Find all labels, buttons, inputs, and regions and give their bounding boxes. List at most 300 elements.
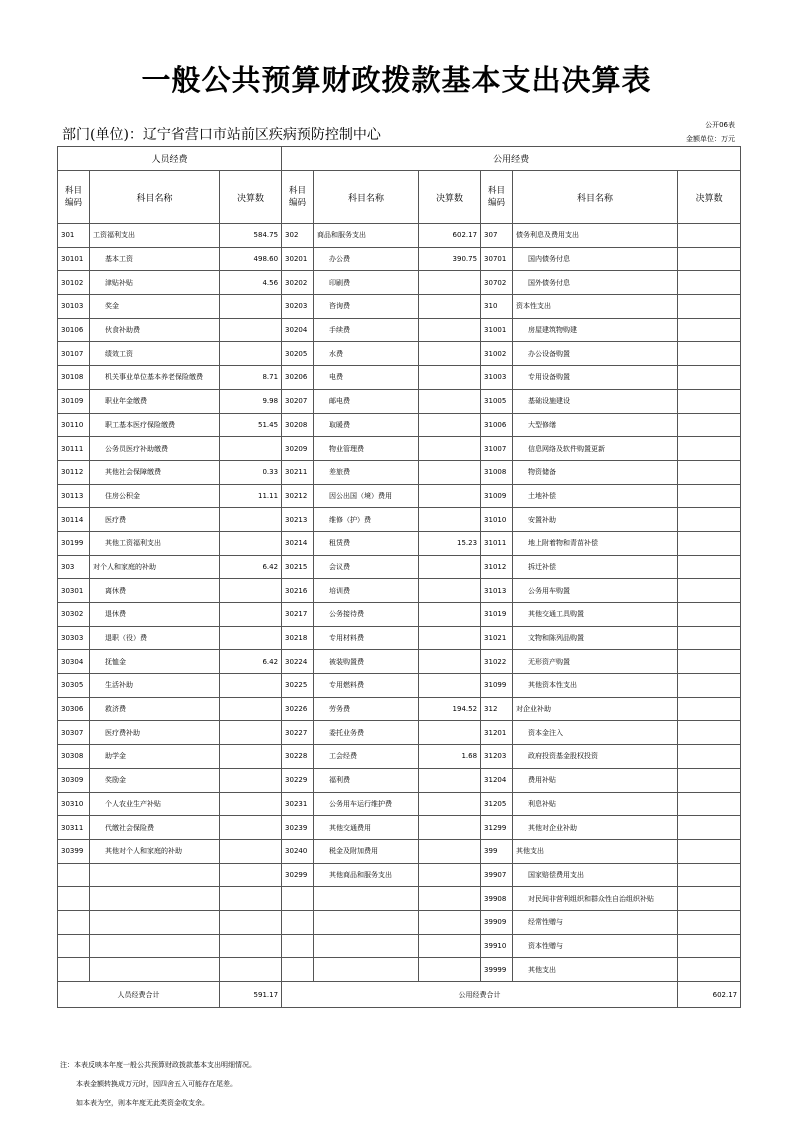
subject-name-cell: 被装购置费: [314, 650, 419, 674]
subject-code-cell: 31204: [481, 768, 513, 792]
amount-cell: [678, 626, 741, 650]
subject-name-cell: 委托业务费: [314, 721, 419, 745]
subject-name-cell: [90, 887, 220, 911]
table-row: [58, 674, 741, 698]
table-row: [58, 650, 741, 674]
col-header-code: 科目 编码: [481, 171, 513, 224]
amount-cell: [419, 816, 481, 840]
amount-cell: [678, 910, 741, 934]
amount-cell: [419, 721, 481, 745]
table-row: [58, 768, 741, 792]
amount-cell: [419, 318, 481, 342]
personnel-total-value: 591.17: [220, 982, 282, 1008]
subject-name-cell: 机关事业单位基本养老保险缴费: [90, 366, 220, 390]
subject-name-cell: 救济费: [90, 697, 220, 721]
subject-name-cell: 其他资本性支出: [513, 674, 678, 698]
amount-cell: 1.68: [419, 745, 481, 769]
subject-code-cell: 31002: [481, 342, 513, 366]
subject-code-cell: 30109: [58, 389, 90, 413]
col-header-name: 科目名称: [513, 171, 678, 224]
amount-cell: [678, 460, 741, 484]
subject-code-cell: 312: [481, 697, 513, 721]
subject-name-cell: 文物和陈列品购置: [513, 626, 678, 650]
subject-code-cell: 30308: [58, 745, 90, 769]
subject-code-cell: 30229: [282, 768, 314, 792]
subject-code-cell: 307: [481, 224, 513, 248]
subject-name-cell: 差旅费: [314, 460, 419, 484]
table-row: [58, 531, 741, 555]
subject-name-cell: 国内债务付息: [513, 247, 678, 271]
subject-code-cell: 30201: [282, 247, 314, 271]
table-row: [58, 579, 741, 603]
subject-name-cell: 绩效工资: [90, 342, 220, 366]
form-number: 公开06表: [705, 121, 735, 129]
amount-cell: [419, 460, 481, 484]
amount-cell: [419, 271, 481, 295]
subject-name-cell: 维修（护）费: [314, 508, 419, 532]
amount-cell: [678, 674, 741, 698]
amount-cell: [419, 579, 481, 603]
subject-name-cell: 办公费: [314, 247, 419, 271]
table-row: [58, 910, 741, 934]
subject-name-cell: 信息网络及软件购置更新: [513, 437, 678, 461]
subject-name-cell: 因公出国（境）费用: [314, 484, 419, 508]
amount-cell: [220, 887, 282, 911]
amount-cell: 15.23: [419, 531, 481, 555]
subject-code-cell: 30303: [58, 626, 90, 650]
amount-cell: [678, 295, 741, 319]
subject-name-cell: 伙食补助费: [90, 318, 220, 342]
subject-name-cell: 其他社会保障缴费: [90, 460, 220, 484]
amount-cell: 4.56: [220, 271, 282, 295]
subject-code-cell: 30215: [282, 555, 314, 579]
table-row: [58, 342, 741, 366]
subject-code-cell: 39908: [481, 887, 513, 911]
subject-name-cell: 地上附着物和青苗补偿: [513, 531, 678, 555]
subject-name-cell: 其他商品和服务支出: [314, 863, 419, 887]
subject-code-cell: 30228: [282, 745, 314, 769]
subject-name-cell: 住房公积金: [90, 484, 220, 508]
amount-cell: 11.11: [220, 484, 282, 508]
subject-code-cell: 30227: [282, 721, 314, 745]
amount-cell: [220, 816, 282, 840]
subject-name-cell: [314, 934, 419, 958]
subject-code-cell: 30702: [481, 271, 513, 295]
group-header-public: 公用经费: [282, 147, 741, 171]
amount-cell: [419, 650, 481, 674]
subject-name-cell: 国外债务付息: [513, 271, 678, 295]
amount-cell: [419, 366, 481, 390]
subject-name-cell: 其他对个人和家庭的补助: [90, 839, 220, 863]
subject-name-cell: 安置补助: [513, 508, 678, 532]
table-row: [58, 389, 741, 413]
subject-code-cell: 30309: [58, 768, 90, 792]
subject-code-cell: 39910: [481, 934, 513, 958]
col-header-code: 科目 编码: [58, 171, 90, 224]
table-row: [58, 366, 741, 390]
subject-code-cell: 30225: [282, 674, 314, 698]
subject-code-cell: 39909: [481, 910, 513, 934]
subject-code-cell: 31009: [481, 484, 513, 508]
amount-cell: [678, 342, 741, 366]
amount-cell: [678, 745, 741, 769]
subject-name-cell: 职工基本医疗保险缴费: [90, 413, 220, 437]
amount-cell: [220, 958, 282, 982]
amount-cell: 498.60: [220, 247, 282, 271]
subject-code-cell: 31022: [481, 650, 513, 674]
subject-code-cell: 31003: [481, 366, 513, 390]
amount-cell: [678, 437, 741, 461]
subject-name-cell: 培训费: [314, 579, 419, 603]
subject-name-cell: 资本性赠与: [513, 934, 678, 958]
amount-cell: [678, 555, 741, 579]
table-row: [58, 224, 741, 248]
public-total-value: 602.17: [678, 982, 741, 1008]
table-row: [58, 603, 741, 627]
amount-cell: [678, 816, 741, 840]
subject-code-cell: 30212: [282, 484, 314, 508]
subject-name-cell: 专用材料费: [314, 626, 419, 650]
subject-name-cell: 债务利息及费用支出: [513, 224, 678, 248]
table-row: [58, 247, 741, 271]
subject-name-cell: 咨询费: [314, 295, 419, 319]
subject-name-cell: 政府投资基金股权投资: [513, 745, 678, 769]
subject-code-cell: 30240: [282, 839, 314, 863]
amount-cell: [220, 342, 282, 366]
amount-cell: [419, 603, 481, 627]
subject-code-cell: 31019: [481, 603, 513, 627]
subject-name-cell: 利息补贴: [513, 792, 678, 816]
subject-code-cell: 30217: [282, 603, 314, 627]
subject-code-cell: 30214: [282, 531, 314, 555]
subject-name-cell: 印刷费: [314, 271, 419, 295]
subject-code-cell: 30108: [58, 366, 90, 390]
group-header-personnel: 人员经费: [58, 147, 282, 171]
amount-cell: [678, 579, 741, 603]
amount-cell: [678, 934, 741, 958]
subject-name-cell: 公务用车购置: [513, 579, 678, 603]
subject-code-cell: 30216: [282, 579, 314, 603]
subject-name-cell: 福利费: [314, 768, 419, 792]
subject-name-cell: 津贴补贴: [90, 271, 220, 295]
table-row: [58, 792, 741, 816]
subject-code-cell: 31007: [481, 437, 513, 461]
subject-code-cell: 31010: [481, 508, 513, 532]
subject-code-cell: 30208: [282, 413, 314, 437]
table-row: [58, 958, 741, 982]
public-total-label: 公用经费合计: [282, 982, 678, 1008]
subject-name-cell: 手续费: [314, 318, 419, 342]
personnel-total-label: 人员经费合计: [58, 982, 220, 1008]
subject-code-cell: 31011: [481, 531, 513, 555]
table-row: [58, 271, 741, 295]
subject-name-cell: 退休费: [90, 603, 220, 627]
amount-cell: [419, 674, 481, 698]
subject-name-cell: 其他交通工具购置: [513, 603, 678, 627]
subject-code-cell: 30199: [58, 531, 90, 555]
amount-cell: [678, 650, 741, 674]
subject-code-cell: 30311: [58, 816, 90, 840]
subject-name-cell: [90, 958, 220, 982]
subject-code-cell: 31299: [481, 816, 513, 840]
subject-name-cell: 物业管理费: [314, 437, 419, 461]
amount-cell: [220, 721, 282, 745]
subject-code-cell: 30218: [282, 626, 314, 650]
subject-name-cell: 办公设备购置: [513, 342, 678, 366]
subject-code-cell: 30202: [282, 271, 314, 295]
subject-code-cell: 30213: [282, 508, 314, 532]
subject-name-cell: 商品和服务支出: [314, 224, 419, 248]
table-row: [58, 839, 741, 863]
subject-code-cell: 303: [58, 555, 90, 579]
subject-name-cell: 其他工资福利支出: [90, 531, 220, 555]
subject-code-cell: 39907: [481, 863, 513, 887]
subject-code-cell: [282, 910, 314, 934]
subject-name-cell: 工资福利支出: [90, 224, 220, 248]
amount-cell: [678, 389, 741, 413]
subject-code-cell: 31099: [481, 674, 513, 698]
subject-code-cell: 39999: [481, 958, 513, 982]
amount-cell: [220, 508, 282, 532]
amount-cell: [678, 484, 741, 508]
amount-cell: 390.75: [419, 247, 481, 271]
subject-code-cell: 30399: [58, 839, 90, 863]
subject-name-cell: 劳务费: [314, 697, 419, 721]
subject-code-cell: 30310: [58, 792, 90, 816]
table-row: [58, 437, 741, 461]
subject-code-cell: 31008: [481, 460, 513, 484]
subject-code-cell: 302: [282, 224, 314, 248]
subject-code-cell: 31201: [481, 721, 513, 745]
amount-cell: [419, 839, 481, 863]
table-row: [58, 934, 741, 958]
table-row: [58, 413, 741, 437]
subject-name-cell: 医疗费补助: [90, 721, 220, 745]
subject-name-cell: 邮电费: [314, 389, 419, 413]
subject-name-cell: 其他支出: [513, 839, 678, 863]
subject-name-cell: [90, 863, 220, 887]
subject-name-cell: 个人农业生产补贴: [90, 792, 220, 816]
subject-name-cell: 其他对企业补助: [513, 816, 678, 840]
amount-cell: [678, 721, 741, 745]
subject-name-cell: 对企业补助: [513, 697, 678, 721]
subject-name-cell: 专用燃料费: [314, 674, 419, 698]
table-row: [58, 863, 741, 887]
table-row: [58, 508, 741, 532]
subject-name-cell: 公务用车运行维护费: [314, 792, 419, 816]
amount-cell: [220, 579, 282, 603]
subject-name-cell: 对民间非营利组织和群众性自治组织补贴: [513, 887, 678, 911]
subject-name-cell: 公务接待费: [314, 603, 419, 627]
subject-code-cell: 30231: [282, 792, 314, 816]
subject-name-cell: 基本工资: [90, 247, 220, 271]
amount-cell: [220, 697, 282, 721]
subject-name-cell: 助学金: [90, 745, 220, 769]
amount-cell: [678, 508, 741, 532]
col-header-name: 科目名称: [90, 171, 220, 224]
subject-code-cell: [282, 887, 314, 911]
subject-name-cell: 资本金注入: [513, 721, 678, 745]
amount-cell: [678, 413, 741, 437]
amount-cell: [220, 674, 282, 698]
amount-cell: [419, 863, 481, 887]
amount-cell: [220, 745, 282, 769]
amount-cell: [419, 910, 481, 934]
subject-code-cell: [58, 958, 90, 982]
table-row: [58, 887, 741, 911]
amount-cell: [220, 839, 282, 863]
subject-name-cell: 物资储备: [513, 460, 678, 484]
table-row: [58, 626, 741, 650]
amount-cell: 602.17: [419, 224, 481, 248]
col-header-name: 科目名称: [314, 171, 419, 224]
subject-name-cell: 奖金: [90, 295, 220, 319]
subject-code-cell: 30110: [58, 413, 90, 437]
col-header-amount: 决算数: [419, 171, 481, 224]
amount-cell: 8.71: [220, 366, 282, 390]
subject-name-cell: 其他交通费用: [314, 816, 419, 840]
subject-name-cell: 费用补贴: [513, 768, 678, 792]
subject-name-cell: 拆迁补偿: [513, 555, 678, 579]
subject-name-cell: 租赁费: [314, 531, 419, 555]
subject-code-cell: 31012: [481, 555, 513, 579]
subject-name-cell: 退职（役）费: [90, 626, 220, 650]
subject-code-cell: 30224: [282, 650, 314, 674]
subject-code-cell: [282, 934, 314, 958]
subject-code-cell: 30211: [282, 460, 314, 484]
subject-name-cell: 职业年金缴费: [90, 389, 220, 413]
amount-cell: [678, 224, 741, 248]
subject-code-cell: [58, 887, 90, 911]
subject-code-cell: 30206: [282, 366, 314, 390]
amount-cell: [678, 887, 741, 911]
amount-cell: [220, 768, 282, 792]
subject-code-cell: [58, 863, 90, 887]
subject-name-cell: [314, 958, 419, 982]
subject-name-cell: 会议费: [314, 555, 419, 579]
amount-cell: 0.33: [220, 460, 282, 484]
subject-name-cell: 医疗费: [90, 508, 220, 532]
amount-cell: 9.98: [220, 389, 282, 413]
amount-cell: [419, 958, 481, 982]
amount-cell: [678, 792, 741, 816]
subject-code-cell: 30114: [58, 508, 90, 532]
subject-name-cell: 离休费: [90, 579, 220, 603]
col-header-amount: 决算数: [678, 171, 741, 224]
amount-cell: [220, 531, 282, 555]
table-row: [58, 745, 741, 769]
amount-cell: [678, 366, 741, 390]
footnote: 如本表为空，则本年度无此类资金收支余。: [76, 1099, 209, 1107]
footnotes: [60, 1056, 256, 1113]
subject-code-cell: 301: [58, 224, 90, 248]
amount-cell: [678, 318, 741, 342]
amount-cell: 584.75: [220, 224, 282, 248]
col-header-code: 科目 编码: [282, 171, 314, 224]
amount-cell: 6.42: [220, 650, 282, 674]
subject-name-cell: 工会经费: [314, 745, 419, 769]
amount-cell: [220, 863, 282, 887]
expenditure-table: [57, 146, 741, 1008]
amount-unit: 金额单位：万元: [686, 135, 735, 143]
subject-name-cell: 专用设备购置: [513, 366, 678, 390]
subject-code-cell: 30701: [481, 247, 513, 271]
subject-code-cell: [282, 958, 314, 982]
amount-cell: [419, 484, 481, 508]
subject-name-cell: 房屋建筑物购建: [513, 318, 678, 342]
amount-cell: [419, 626, 481, 650]
subject-name-cell: 大型修缮: [513, 413, 678, 437]
subject-code-cell: 30203: [282, 295, 314, 319]
subject-code-cell: 399: [481, 839, 513, 863]
subject-code-cell: 31013: [481, 579, 513, 603]
amount-cell: [678, 697, 741, 721]
subject-name-cell: 取暖费: [314, 413, 419, 437]
subject-code-cell: 30111: [58, 437, 90, 461]
subject-code-cell: 30113: [58, 484, 90, 508]
subject-code-cell: 30106: [58, 318, 90, 342]
subject-name-cell: 水费: [314, 342, 419, 366]
amount-cell: [419, 437, 481, 461]
subject-code-cell: 31001: [481, 318, 513, 342]
table-row: [58, 721, 741, 745]
subject-code-cell: 31203: [481, 745, 513, 769]
subject-name-cell: 经常性赠与: [513, 910, 678, 934]
amount-cell: [678, 247, 741, 271]
amount-cell: [220, 910, 282, 934]
subject-code-cell: 30239: [282, 816, 314, 840]
subject-name-cell: 国家赔偿费用支出: [513, 863, 678, 887]
subject-code-cell: 30112: [58, 460, 90, 484]
subject-name-cell: [90, 910, 220, 934]
amount-cell: 6.42: [220, 555, 282, 579]
subject-name-cell: 公务员医疗补助缴费: [90, 437, 220, 461]
subject-code-cell: 31006: [481, 413, 513, 437]
subject-code-cell: 310: [481, 295, 513, 319]
amount-cell: [220, 295, 282, 319]
subject-name-cell: 奖励金: [90, 768, 220, 792]
department-label: 部门(单位)：辽宁省营口市站前区疾病预防控制中心: [62, 127, 381, 143]
amount-cell: [419, 555, 481, 579]
subject-code-cell: 30101: [58, 247, 90, 271]
amount-cell: [419, 768, 481, 792]
subject-code-cell: 30304: [58, 650, 90, 674]
table-row: [58, 318, 741, 342]
table-row: [58, 484, 741, 508]
subject-code-cell: 30307: [58, 721, 90, 745]
amount-cell: [419, 508, 481, 532]
subject-name-cell: 土地补偿: [513, 484, 678, 508]
subject-code-cell: 30305: [58, 674, 90, 698]
amount-cell: [678, 768, 741, 792]
table-row: [58, 555, 741, 579]
col-header-amount: 决算数: [220, 171, 282, 224]
amount-cell: [678, 271, 741, 295]
amount-cell: [419, 342, 481, 366]
amount-cell: [419, 295, 481, 319]
subject-code-cell: 30302: [58, 603, 90, 627]
amount-cell: [220, 792, 282, 816]
amount-cell: [678, 603, 741, 627]
amount-cell: [419, 934, 481, 958]
subject-code-cell: 30102: [58, 271, 90, 295]
subject-code-cell: 31021: [481, 626, 513, 650]
subject-name-cell: 资本性支出: [513, 295, 678, 319]
subject-name-cell: 无形资产购置: [513, 650, 678, 674]
subject-name-cell: 代缴社会保险费: [90, 816, 220, 840]
table-row: [58, 697, 741, 721]
amount-cell: 51.45: [220, 413, 282, 437]
